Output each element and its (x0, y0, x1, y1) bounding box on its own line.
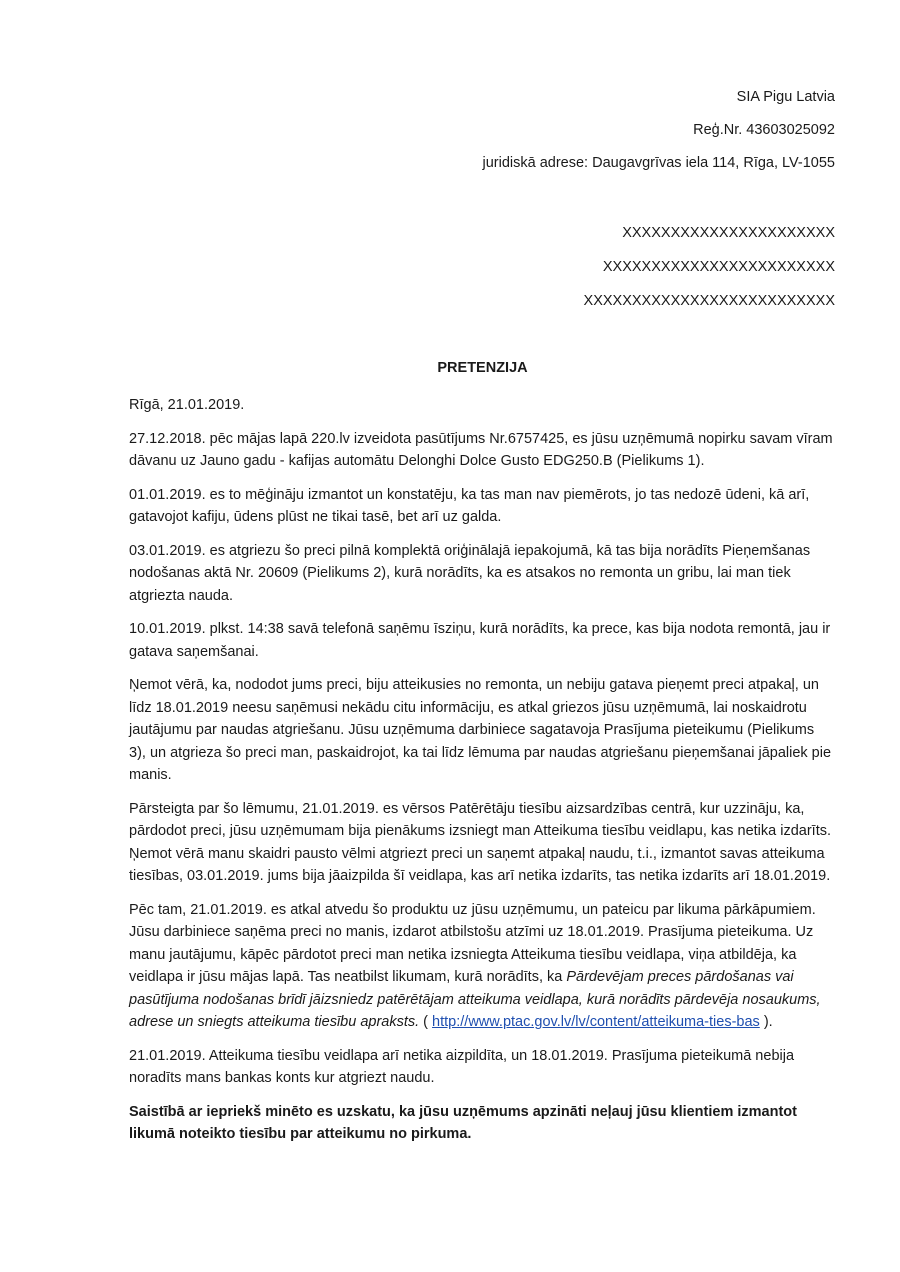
place-date: Rīgā, 21.01.2019. (129, 397, 245, 413)
ptac-link[interactable]: http://www.ptac.gov.lv/lv/content/atteikuma-ties-bas (432, 1014, 760, 1030)
recipient-legal-address: juridiskā adrese: Daugavgrīvas iela 114, Rīga, LV-1055 (482, 155, 835, 171)
sender-line-2: XXXXXXXXXXXXXXXXXXXXXXXX (602, 259, 835, 275)
sender-block (584, 225, 835, 327)
document-title: PRETENZIJA (437, 360, 528, 376)
paragraph-1: 27.12.2018. pēc mājas lapā 220.lv izveidota pasūtījums Nr.6757425, es jūsu uzņēmumā nopirku savam vīram dāvanu uz Jauno gadu - kafijas automātu Delonghi Dolce Gusto EDG250.B (Pielikums 1). (129, 430, 833, 469)
document-body (129, 394, 835, 1157)
paragraph-7 (129, 899, 835, 1034)
paragraph-6: Pārsteigta par šo lēmumu, 21.01.2019. es vērsos Patērētāju tiesību aizsardzības centrā, kur uzzināju, ka, pārdodot preci, jūsu uzņēmumam bija pienākums izsniegt man Atteikuma tiesību veidlapu, kas netika izdarīts. Ņemot vērā manu skaidri pausto vēlmi atgriezt preci un saņemt atpakaļ naudu, t.i., izmantot savas atteikuma tiesības, 03.01.2019. jums bija jāaizpilda šī veidlapa, kas arī netika izdarīts, tas netika izdarīts arī 18.01.2019. (129, 800, 831, 884)
paragraph-5: Ņemot vērā, ka, nododot jums preci, biju atteikusies no remonta, un nebiju gatava pieņemt preci atpakaļ, un līdz 18.01.2019 neesu saņēmusi nekādu citu informāciju, es atkal griezos jūsu uzņēmumā, lai noskaidrotu jautājumu par naudas atgriešanu. Jūsu uzņēmuma darbiniece sagatavoja Prasījuma pieteikumu (Pielikums 3), un atgrieza šo preci man, paskaidrojot, ka tai līdz lēmuma par naudas atgriešanu pieņemšanai jāpaliek pie manis. (129, 677, 832, 783)
sender-line-3: XXXXXXXXXXXXXXXXXXXXXXXXXX (583, 293, 835, 309)
paragraph-3: 03.01.2019. es atgriezu šo preci pilnā komplektā oriģinālajā iepakojumā, kā tas bija norādīts Pieņemšanas nodošanas aktā Nr. 20609 (Pielikums 2), kurā norādīts, ka es atsakos no remonta un gribu, lai man tiek atgriezta nauda. (129, 542, 811, 604)
recipient-company: SIA Pigu Latvia (736, 89, 835, 105)
paragraph-7-text: Pēc tam, 21.01.2019. es atkal atvedu šo produktu uz jūsu uzņēmumu, un pateicu par likuma pārkāpumiem. Jūsu darbiniece saņēma preci no manis, izdarot atbilstošu atzīmi uz 18.01.2019. Prasījuma pieteikuma. Uz manu jautājumu, kāpēc pārdotot preci man netika izsniegta Atteikuma tiesību veidlapa, viņa atbildēja, ka veidlapa ir jūsu mājas lapā. Tas neatbilst likumam, kurā norādīts, ka (129, 901, 816, 985)
paragraph-4: 10.01.2019. plkst. 14:38 savā telefonā saņēmu īsziņu, kurā norādīts, ka prece, kas bija nodota remontā, jau ir gatava saņemšanai. (129, 621, 831, 660)
paragraph-2: 01.01.2019. es to mēģināju izmantot un konstatēju, ka tas man nav piemērots, jo tas nedozē ūdeni, kā arī, gatavojot kafiju, ūdens plūst ne tikai tasē, bet arī uz galda. (129, 486, 810, 525)
recipient-reg-nr: Reģ.Nr. 43603025092 (693, 122, 835, 138)
sender-line-1: XXXXXXXXXXXXXXXXXXXXXX (622, 225, 835, 241)
paragraph-9-conclusion: Saistībā ar iepriekš minēto es uzskatu, ka jūsu uzņēmums apzināti neļauj jūsu klientiem izmantot likumā noteikto tiesību par atteikumu no pirkuma. (129, 1103, 797, 1142)
recipient-block (482, 89, 835, 188)
paragraph-7-law-quote: Pārdevējam preces pārdošanas vai pasūtījuma nodošanas brīdī jāizsniedz patērētājam atteikuma veidlapa, kurā norādīts pārdevēja nosaukums, adrese un sniegts atteikuma tiesību apraksts. (129, 969, 821, 1030)
paragraph-7-open-paren: ( (419, 1014, 433, 1030)
paragraph-7-close-paren: ). (759, 1014, 773, 1030)
paragraph-8: 21.01.2019. Atteikuma tiesību veidlapa arī netika aizpildīta, un 18.01.2019. Prasījuma pieteikumā nebija noradīts mans bankas konts kur atgriezt naudu. (129, 1047, 795, 1086)
